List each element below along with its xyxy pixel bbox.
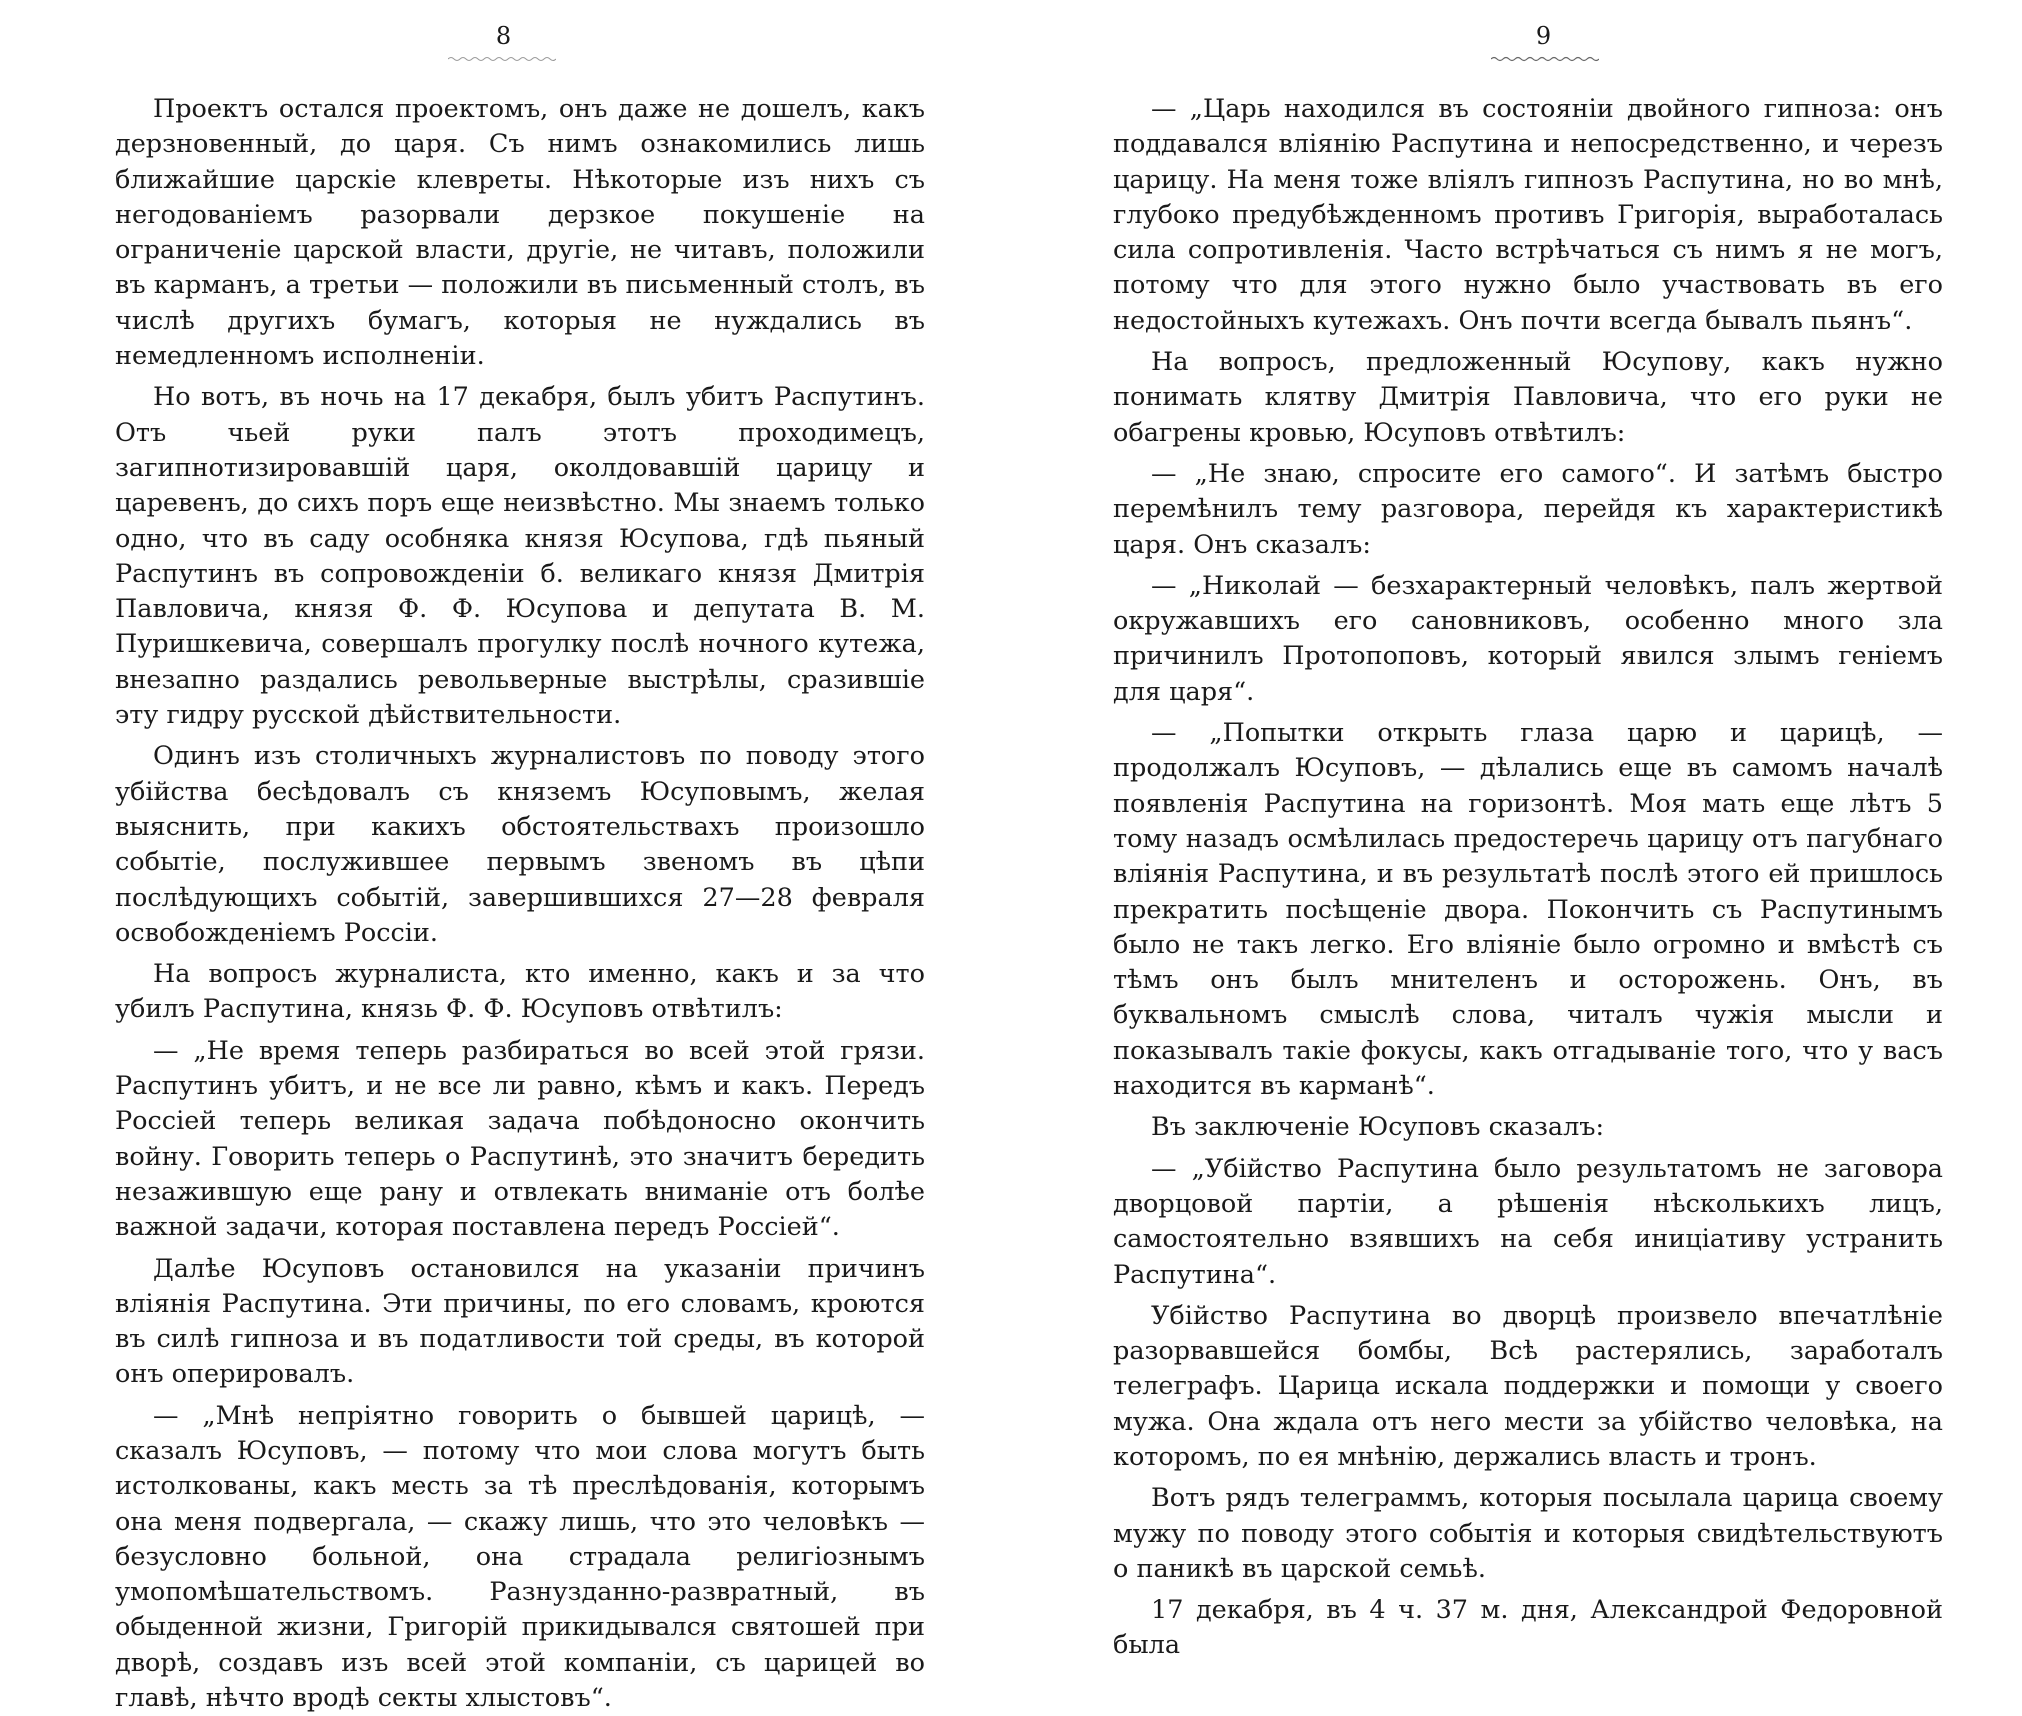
paragraph: Но вотъ, въ ночь на 17 декабря, былъ убитъ Распутинъ. Отъ чьей руки палъ этотъ проходимецъ, загипнотизировавшій царя, околдовавшій царицу и царевенъ, до сихъ поръ еще неизвѣстно. Мы знаемъ только одно, что въ саду особняка князя Юсупова, гдѣ пьяный Распутинъ въ сопровожденіи б. великаго князя Дмитрія Павловича, князя Ф. Ф. Юсупова и депутата В. М. Пуришкевича, совершалъ прогулку послѣ ночного кутежа, внезапно раздались револьверные выстрѣлы, сразившіе эту гидру русской дѣйствительности.	[115, 382, 925, 731]
quote-paragraph: — „Убійство Распутина было результатомъ не заговора дворцовой партіи, а рѣшенія нѣсколькихъ лицъ, самостоятельно взявшихъ на себя иниціативу устранить Распутина“.	[1113, 1153, 1943, 1290]
right-page	[1011, 0, 2022, 1661]
page-number-ornament	[448, 56, 556, 62]
right-page-body	[1113, 92, 1943, 1664]
paragraph: Проектъ остался проектомъ, онъ даже не дошелъ, какъ дерзновенный, до царя. Съ нимъ ознакомились лишь ближайшие царскіе клевреты. Нѣкоторые изъ нихъ съ негодованіемъ разорвали дерзкое покушеніе на ограниченіе царской власти, другіе, не читавъ, положили въ карманъ, а третьи — положили въ письменный столъ, въ числѣ другихъ бумагъ, которыя не нуждались въ немедленномъ исполненіи.	[115, 94, 925, 372]
paragraph: Одинъ изъ столичныхъ журналистовъ по поводу этого убійства бесѣдовалъ съ княземъ Юсуповымъ, желая выяснить, при какихъ обстоятельствахъ произошло событіе, послужившее первымъ звеномъ въ цѣпи послѣдующихъ событій, завершившихся 27—28 февраля освобожденіемъ Россіи.	[115, 741, 925, 948]
quote-paragraph: — „Царь находился въ состояніи двойного гипноза: онъ поддавался вліянію Распутина и непосредственно, и черезъ царицу. На меня тоже вліялъ гипнозъ Распутина, но во мнѣ, глубоко предубѣжденномъ противъ Григорія, выработалась сила сопротивленія. Часто встрѣчаться съ нимъ я не могъ, потому что для этого нужно было участвовать въ его недостойныхъ кутежахъ. Онъ почти всегда бывалъ пьянъ“.	[1113, 94, 1943, 336]
paragraph: Убійство Распутина во дворцѣ произвело впечатлѣніе разорвавшейся бомбы, Всѣ растерялись, заработалъ телеграфъ. Царица искала поддержки и помощи у своего мужа. Она ждала отъ него мести за убійство человѣка, на которомъ, по ея мнѣнію, держались власть и тронъ.	[1113, 1300, 1943, 1472]
paragraph: 17 декабря, въ 4 ч. 37 м. дня, Александрой Федоровной была	[1113, 1595, 1943, 1661]
left-page-body	[115, 92, 925, 1716]
quote-paragraph: — „Мнѣ непріятно говорить о бывшей царицѣ, — сказалъ Юсуповъ, — потому что мои слова могутъ быть истолкованы, какъ месть за тѣ преслѣдованія, которымъ она меня подвергала, — скажу лишь, что это человѣкъ — безусловно больной, она страдала религіознымъ умопомѣшательствомъ. Разнузданно-развратный, въ обыденной жизни, Григорій прикидывался святошей при дворѣ, создавъ изъ всей этой компаніи, съ царицей во главѣ, нѣчто вродѣ секты хлыстовъ“.	[115, 1400, 925, 1714]
paragraph: На вопросъ, предложенный Юсупову, какъ нужно понимать клятву Дмитрія Павловича, что его руки не обагрены кровью, Юсуповъ отвѣтилъ:	[1113, 347, 1943, 448]
paragraph: На вопросъ журналиста, кто именно, какъ и за что убилъ Распутина, князь Ф. Ф. Юсуповъ отвѣтилъ:	[115, 959, 925, 1025]
page-number-ornament	[1491, 56, 1599, 62]
page-number: 8	[495, 22, 513, 50]
quote-paragraph: — „Не знаю, спросите его самого“. И затѣмъ быстро перемѣнилъ тему разговора, перейдя къ характеристикѣ царя. Онъ сказалъ:	[1113, 458, 1943, 560]
page-number: 9	[1535, 22, 1553, 50]
quote-paragraph: — „Попытки открыть глаза царю и царицѣ, — продолжалъ Юсуповъ, — дѣлались еще въ самомъ началѣ появленія Распутина на горизонтѣ. Моя мать еще лѣтъ 5 тому назадъ осмѣлилась предостеречь царицу отъ пагубнаго вліянія Распутина, и въ результатѣ послѣ этого ей пришлось прекратить посѣщеніе двора. Покончить съ Распутинымъ было не такъ легко. Его вліяніе было огромно и вмѣстѣ съ тѣмъ онъ былъ мнителенъ и осторожень. Онъ, въ буквальномъ смыслѣ слова, читалъ чужія мысли и показывалъ такіе фокусы, какъ отгадываніе того, что у васъ находится въ карманѣ“.	[1113, 718, 1943, 1102]
paragraph: Вотъ рядъ телеграммъ, которыя посылала царица своему мужу по поводу этого событія и которыя свидѣтельствуютъ о паникѣ въ царской семьѣ.	[1113, 1483, 1943, 1584]
paragraph: Далѣе Юсуповъ остановился на указаніи причинъ вліянія Распутина. Эти причины, по его словамъ, кроются въ силѣ гипноза и въ податливости той среды, въ которой онъ оперировалъ.	[115, 1253, 925, 1390]
quote-paragraph: — „Николай — безхарактерный человѣкъ, палъ жертвой окружавшихъ его сановниковъ, особенно много зла причинилъ Протопоповъ, который явился злымъ геніемъ для царя“.	[1113, 570, 1943, 707]
quote-paragraph: — „Не время теперь разбираться во всей этой грязи. Распутинъ убитъ, и не все ли равно, кѣмъ и какъ. Передъ Россіей теперь великая задача побѣдоносно окончить войну. Говорить теперь о Распутинѣ, это значитъ бередить незажившую еще рану и отвлекать вниманіе отъ болѣе важной задачи, которая поставлена передъ Россіей“.	[115, 1035, 925, 1243]
left-page	[0, 0, 1011, 1714]
paragraph: Въ заключеніе Юсуповъ сказалъ:	[1151, 1112, 1605, 1143]
